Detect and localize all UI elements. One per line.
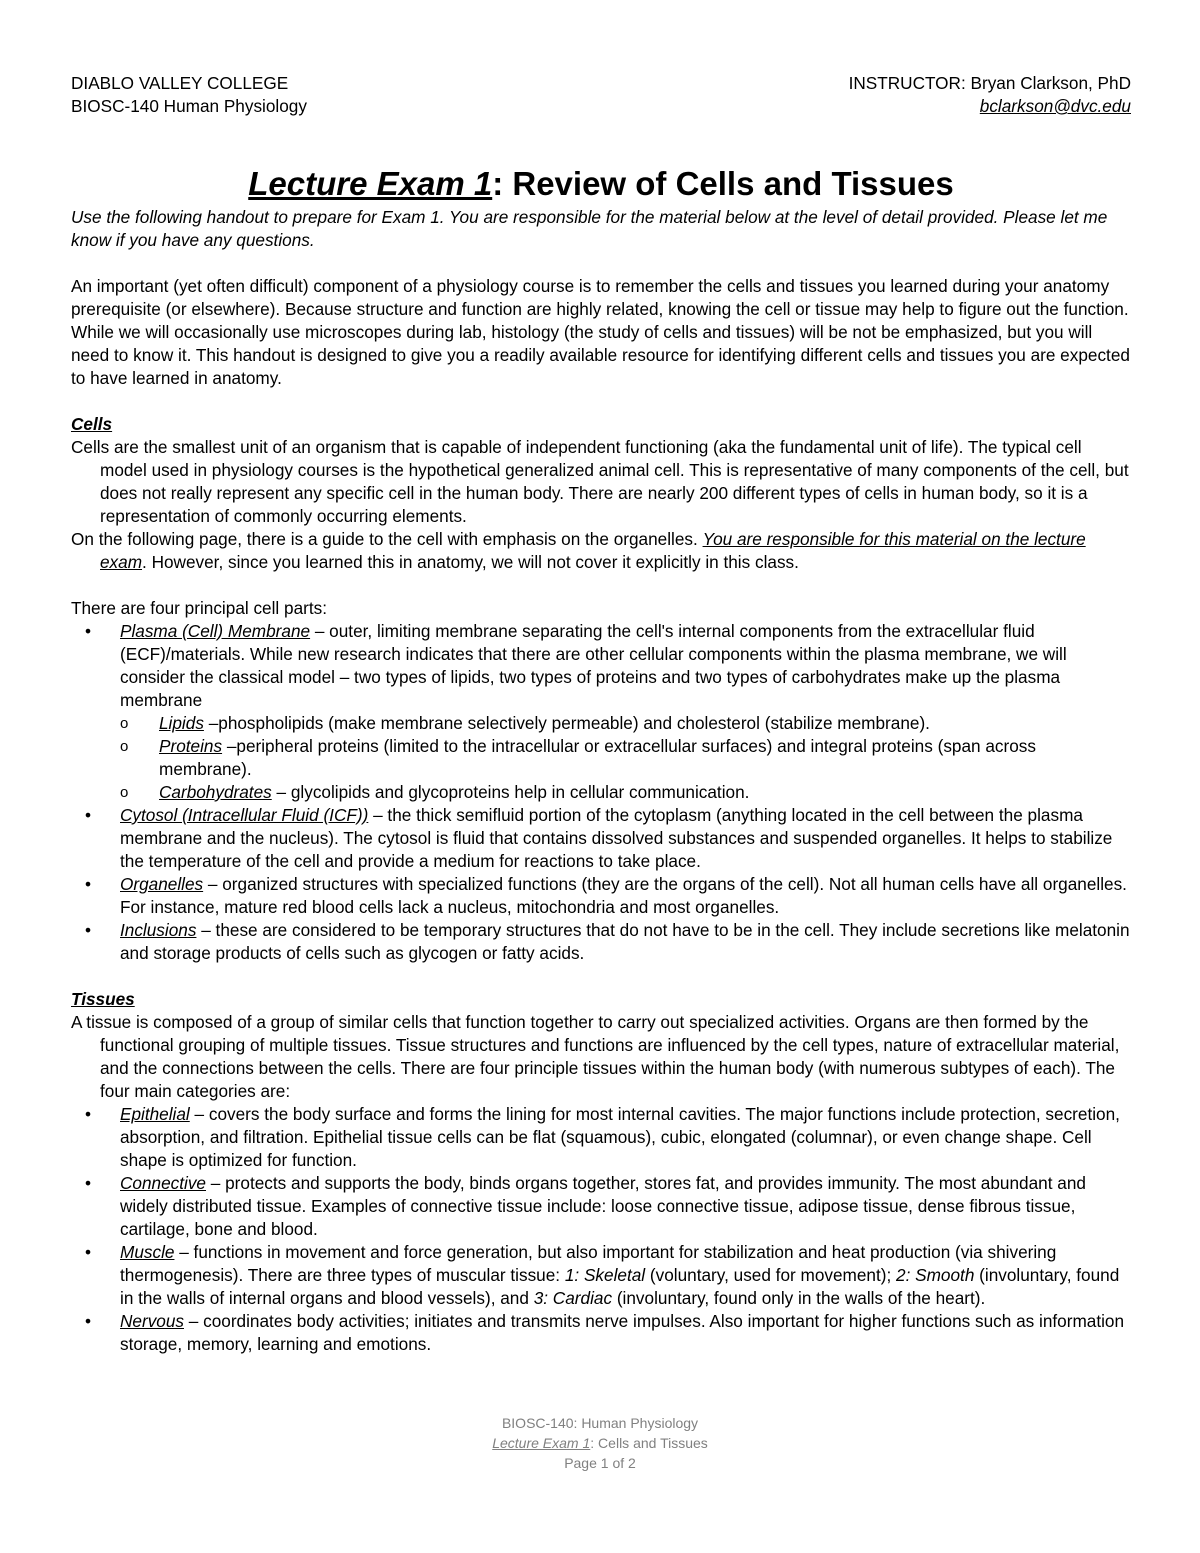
sub-bullet-marker: o (120, 738, 129, 755)
college-name: DIABLO VALLEY COLLEGE (71, 73, 289, 93)
term-cytosol: Cytosol (Intracellular Fluid (ICF)) (120, 805, 369, 825)
cells-p2-emphasis: You are responsible for this material on the lecture exam (100, 529, 1086, 572)
tissue-types-list (71, 1103, 1131, 1356)
cell-parts-intro: There are four principal cell parts: (71, 598, 328, 618)
bullet-marker: • (85, 920, 92, 940)
bullet-marker: • (85, 621, 92, 641)
term-lipids: Lipids (159, 713, 204, 733)
list-item-nervous (71, 1310, 1131, 1356)
bullet-marker: • (85, 805, 92, 825)
term-organelles: Organelles (120, 874, 204, 894)
desc-connective: – protects and supports the body, binds organs together, stores fat, and provides immunity. The most abundant and widely distributed tissue. Examples of connective tissue include: loose connective tissue, adipose tissue, dense fibrous tissue, cartilage, bone and blood. (120, 1173, 1086, 1239)
course-name: BIOSC-140 Human Physiology (71, 96, 307, 116)
list-item-inclusions (71, 919, 1131, 965)
term-carbohydrates: Carbohydrates (159, 782, 272, 802)
term-proteins: Proteins (159, 736, 223, 756)
bullet-marker: • (85, 1104, 92, 1124)
instructor-email-link[interactable]: bclarkson@dvc.edu (979, 96, 1131, 116)
cells-heading: Cells (71, 414, 113, 434)
desc-plasma-membrane: – outer, limiting membrane separating the cell's internal components from the extracellular fluid (ECF)/materials. While new research indicates that there are other cellular components within the plasma membrane, we will consider the classical model – two types of lipids, two types of proteins and two types of carbohydrates make up the plasma membrane (120, 621, 1067, 710)
membrane-sublist (120, 712, 1131, 804)
bullet-marker: • (85, 1242, 92, 1262)
desc-inclusions: – these are considered to be temporary structures that do not have to be in the cell. They include secretions like melatonin and storage products of cells such as glycogen or fatty acids. (120, 920, 1130, 963)
page-title (71, 164, 1131, 204)
term-plasma-membrane: Plasma (Cell) Membrane (120, 621, 311, 641)
term-muscle: Muscle (120, 1242, 175, 1262)
desc-lipids: –phospholipids (make membrane selectively permeable) and cholesterol (stabilize membrane). (203, 713, 930, 733)
bullet-marker: • (85, 1173, 92, 1193)
page-footer (0, 1413, 1200, 1473)
list-item-organelles (71, 873, 1131, 919)
footer-exam-line (0, 1433, 1200, 1453)
desc-organelles: – organized structures with specialized functions (they are the organs of the cell). Not all human cells have all organelles. For instance, mature red blood cells lack a nucleus, mitochondria and most organelles. (120, 874, 1127, 917)
header-left (71, 72, 307, 118)
sub-bullet-marker: o (120, 715, 129, 732)
sub-bullet-marker: o (120, 784, 129, 801)
page-number: Page 1 of 2 (564, 1455, 636, 1471)
title-rest: : Review of Cells and Tissues (492, 165, 954, 202)
cells-paragraph-1: Cells are the smallest unit of an organism that is capable of independent functioning (aka the fundamental unit of life). The typical cell model used in physiology courses is the hypothetical generalized animal cell. This is representative of many components of the cell, but does not really represent any specific cell in the human body. There are nearly 200 different types of cells in human body, so it is a representation of commonly occurring elements. (71, 437, 1129, 526)
muscle-type-skeletal: 1: Skeletal (564, 1265, 646, 1285)
intro-text: Use the following handout to prepare for Exam 1. You are responsible for the material below at the level of detail provided. Please let me know if you have any questions. (71, 207, 1108, 250)
desc-cytosol: – the thick semifluid portion of the cytoplasm (anything located in the cell between the plasma membrane and the nucleus). The cytosol is fluid that contains dissolved substances and suspended organelles. It helps to stabilize the temperature of the cell and provide a medium for reactions to take place. (120, 805, 1113, 871)
muscle-type-smooth: 2: Smooth (896, 1265, 975, 1285)
title-exam: Lecture Exam 1 (248, 165, 493, 202)
header-right (849, 72, 1131, 118)
desc-muscle-3: (involuntary, found in the walls of internal organs and blood vessels), and (120, 1265, 1120, 1308)
desc-muscle-2: (voluntary, used for movement); (645, 1265, 897, 1285)
cell-parts-list (71, 620, 1131, 965)
footer-exam-rest: : Cells and Tissues (590, 1435, 708, 1451)
document-header (71, 72, 1131, 118)
desc-epithelial: – covers the body surface and forms the lining for most internal cavities. The major functions include protection, secretion, absorption, and filtration. Epithelial tissue cells can be flat (squamous), cubic, elongated (columnar), or even change shape. Cell shape is optimized for function. (120, 1104, 1120, 1170)
term-nervous: Nervous (120, 1311, 184, 1331)
bullet-marker: • (85, 1311, 92, 1331)
list-item-connective (71, 1172, 1131, 1241)
list-item-plasma-membrane (71, 620, 1131, 804)
desc-nervous: – coordinates body activities; initiates and transmits nerve impulses. Also important for higher functions such as information storage, memory, learning and emotions. (120, 1311, 1125, 1354)
document-page (71, 72, 1131, 1356)
list-item-epithelial (71, 1103, 1131, 1172)
tissues-paragraph: A tissue is composed of a group of similar cells that function together to carry out specialized activities. Organs are then formed by the functional grouping of multiple tissues. Tissue structures and functions are influenced by the cell types, nature of extracellular material, and the connections between the cells. There are four principle tissues within the human body (with numerous subtypes of each). The four main categories are: (71, 1012, 1120, 1101)
bullet-marker: • (85, 874, 92, 894)
list-item-muscle (71, 1241, 1131, 1310)
sub-item-proteins (120, 735, 1131, 781)
instructor-name: INSTRUCTOR: Bryan Clarkson, PhD (848, 73, 1131, 93)
cells-p2-start: On the following page, there is a guide to the cell with emphasis on the organelles. (71, 529, 703, 549)
term-inclusions: Inclusions (120, 920, 197, 940)
muscle-type-cardiac: 3: Cardiac (533, 1288, 613, 1308)
term-epithelial: Epithelial (120, 1104, 190, 1124)
desc-proteins: –peripheral proteins (limited to the intracellular or extracellular surfaces) and integral proteins (span across membrane). (159, 736, 1036, 779)
term-connective: Connective (120, 1173, 206, 1193)
sub-item-carbohydrates (120, 781, 1131, 804)
desc-muscle-4: (involuntary, found only in the walls of the heart). (612, 1288, 986, 1308)
sub-item-lipids (120, 712, 1131, 735)
overview-paragraph: An important (yet often difficult) component of a physiology course is to remember the cells and tissues you learned during your anatomy prerequisite (or elsewhere). Because structure and function are highly related, knowing the cell or tissue may help to figure out the function. While we will occasionally use microscopes during lab, histology (the study of cells and tissues) will be not be emphasized, but you will need to know it. This handout is designed to give you a readily available resource for identifying different cells and tissues you are expected to have learned in anatomy. (71, 276, 1130, 388)
desc-carbohydrates: – glycolipids and glycoproteins help in cellular communication. (271, 782, 750, 802)
cells-paragraph-2 (71, 528, 1131, 574)
desc-muscle-1: – functions in movement and force generation, but also important for stabilization and heat production (via shivering thermogenesis). There are three types of muscular tissue: (120, 1242, 1057, 1285)
footer-course: BIOSC-140: Human Physiology (501, 1415, 699, 1431)
cells-p2-end: . However, since you learned this in anatomy, we will not cover it explicitly in this class. (142, 552, 799, 572)
footer-exam: Lecture Exam 1 (492, 1435, 591, 1451)
list-item-cytosol (71, 804, 1131, 873)
tissues-heading: Tissues (71, 989, 135, 1009)
